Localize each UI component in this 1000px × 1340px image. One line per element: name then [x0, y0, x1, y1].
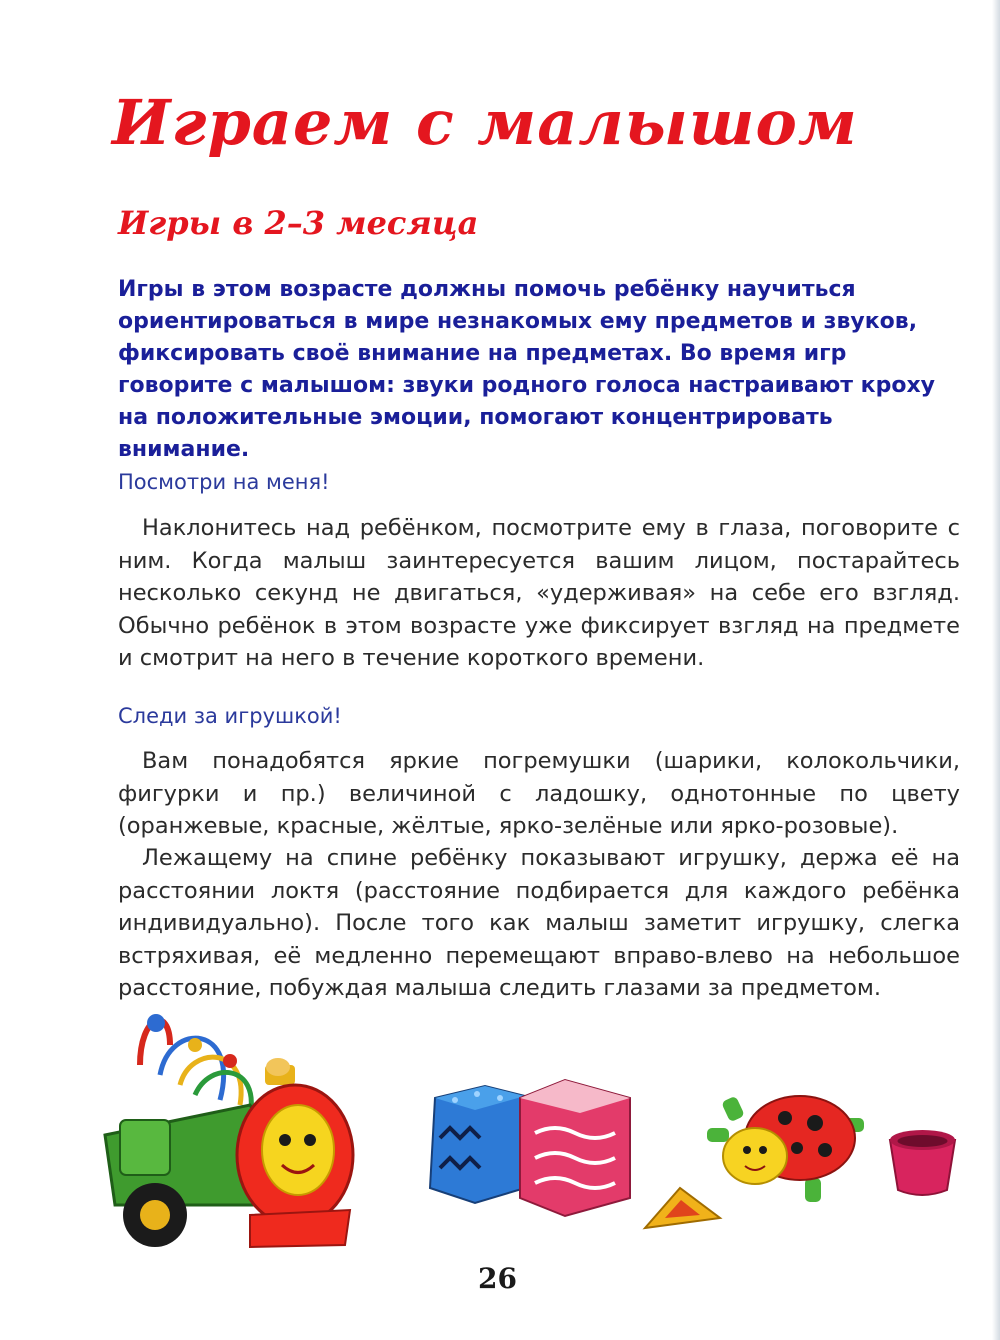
- section-paragraph: Наклонитесь над ребёнком, посмотрите ему в глаза, поговорите с ним. Когда малыш заинтересуется вашим лицом, постарайтесь несколько секунд не двигаться, «удерживая» на себе его взгляд. Обычно ребёнок в этом возрасте уже фиксирует взгляд на предмете и смотрит на него в течение короткого времени.: [118, 515, 960, 671]
- page-number: 26: [478, 1262, 517, 1295]
- toy-train-illustration: [100, 1005, 380, 1255]
- section-heading-look-at-me: Посмотри на меня!: [118, 470, 330, 494]
- page-subtitle: Игры в 2–3 месяца: [118, 204, 479, 242]
- page-edge: [992, 0, 1000, 1340]
- intro-paragraph: Игры в этом возрасте должны помочь ребёнку научиться ориентироваться в мире незнакомых ему предметов и звуков, фиксировать своё внимание на предметах. Во время игр говорите с малышом: звуки родного голоса настраивают кроху на положительные эмоции, помогают концентрировать внимание.: [118, 277, 935, 462]
- section-paragraph: Лежащему на спине ребёнку показывают игрушку, держа её на расстоянии локтя (расстояние подбирается для каждого ребёнка индивидуально). После того как малыш заметит игрушку, слегка встряхивая, её медленно перемещают вправо-влево на небольшое расстояние, побуждая малыша следить глазами за предметом.: [118, 845, 960, 1001]
- section-heading-follow-toy: Следи за игрушкой!: [118, 704, 342, 728]
- toy-cup-illustration: [885, 1125, 960, 1200]
- section-paragraph: Вам понадобятся яркие погремушки (шарики, колокольчики, фигурки и пр.) величиной с ладошку, однотонные по цвету (оранжевые, красные, жёлтые, ярко-зелёные или ярко-розовые).: [118, 748, 960, 839]
- toy-blocks-illustration: [425, 1078, 725, 1238]
- toy-ladybug-illustration: [705, 1088, 870, 1208]
- page-title: Играем с малышом: [112, 86, 858, 159]
